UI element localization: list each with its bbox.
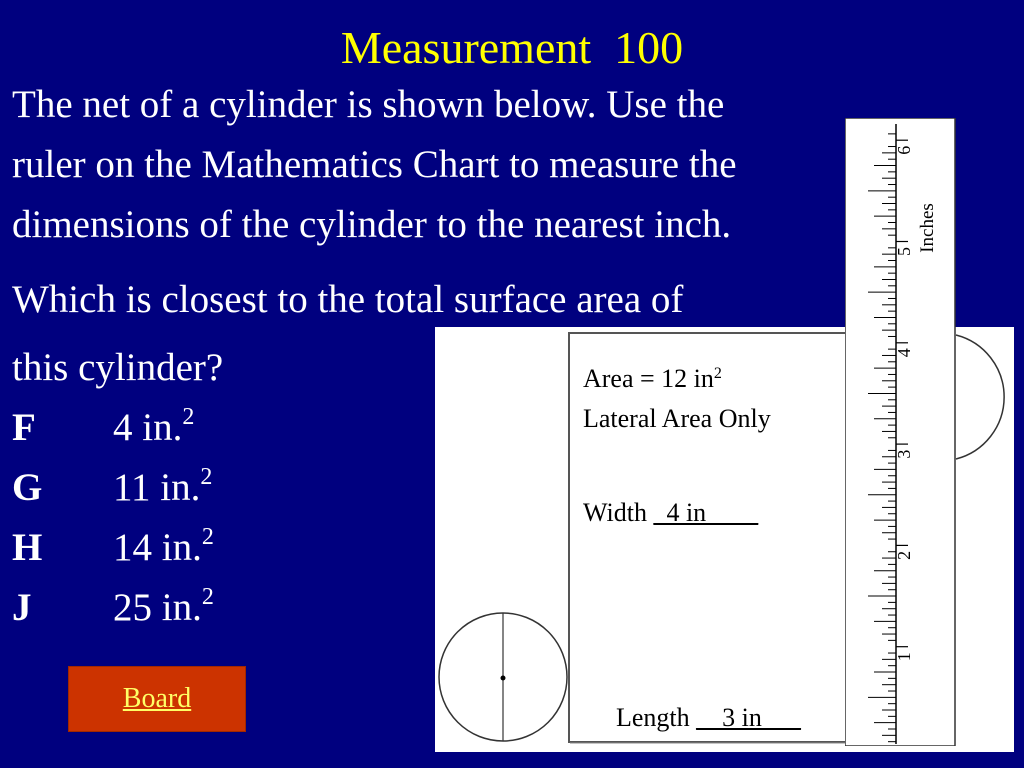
board-link-label: Board [122, 683, 192, 714]
length-value: __3 in___ [696, 703, 801, 732]
area-label-exponent: 2 [713, 365, 722, 382]
question-line-1: Which is closest to the total surface area of [12, 278, 684, 321]
option-h-letter: H [12, 526, 43, 569]
option-g-letter: G [12, 466, 43, 509]
ruler-units-label: Inches [917, 203, 938, 253]
slide-title: Measurement 100 [340, 22, 684, 73]
option-g-value[interactable] [113, 458, 212, 518]
option-f-text: 4 in. [113, 406, 183, 449]
ruler-number-2: 2 [894, 550, 914, 560]
option-h-exponent: 2 [201, 524, 214, 550]
option-j-exponent: 2 [201, 584, 214, 610]
option-h-value[interactable] [113, 518, 214, 578]
lateral-area-label: Lateral Area Only [583, 404, 771, 433]
ruler-number-6: 6 [894, 145, 914, 155]
width-label [583, 498, 758, 528]
board-button[interactable] [68, 666, 246, 732]
base-center-dot [501, 676, 506, 681]
top-base-circle [956, 335, 1004, 459]
inch-ruler[interactable] [845, 118, 956, 746]
intro-line-1: The net of a cylinder is shown below. Use the [12, 83, 725, 126]
option-j-text: 25 in. [113, 586, 202, 629]
option-f-exponent: 2 [182, 404, 195, 430]
ruler-body [845, 118, 955, 746]
option-j-letter: J [12, 586, 32, 629]
width-value: _4 in____ [653, 498, 759, 527]
area-label [583, 364, 722, 394]
ruler-number-4: 4 [894, 348, 914, 358]
option-h-text: 14 in. [113, 526, 202, 569]
ruler-number-5: 5 [894, 247, 914, 256]
ruler-number-3: 3 [894, 449, 914, 459]
ruler-number-1: 1 [894, 652, 914, 662]
area-label-text: Area = 12 in [583, 364, 714, 393]
option-g-text: 11 in. [113, 466, 201, 509]
question-line-2: this cylinder? [12, 346, 224, 389]
ruler-drawing [845, 118, 956, 746]
option-g-exponent: 2 [200, 464, 213, 490]
length-label-prefix: Length [616, 703, 697, 732]
option-f-letter: F [12, 406, 36, 449]
option-j-value[interactable] [113, 578, 214, 638]
intro-line-3: dimensions of the cylinder to the nearest inch. [12, 203, 732, 246]
intro-line-2: ruler on the Mathematics Chart to measure the [12, 143, 737, 186]
option-f-value[interactable] [113, 398, 194, 458]
width-label-prefix: Width [583, 498, 654, 527]
length-label [616, 703, 801, 733]
